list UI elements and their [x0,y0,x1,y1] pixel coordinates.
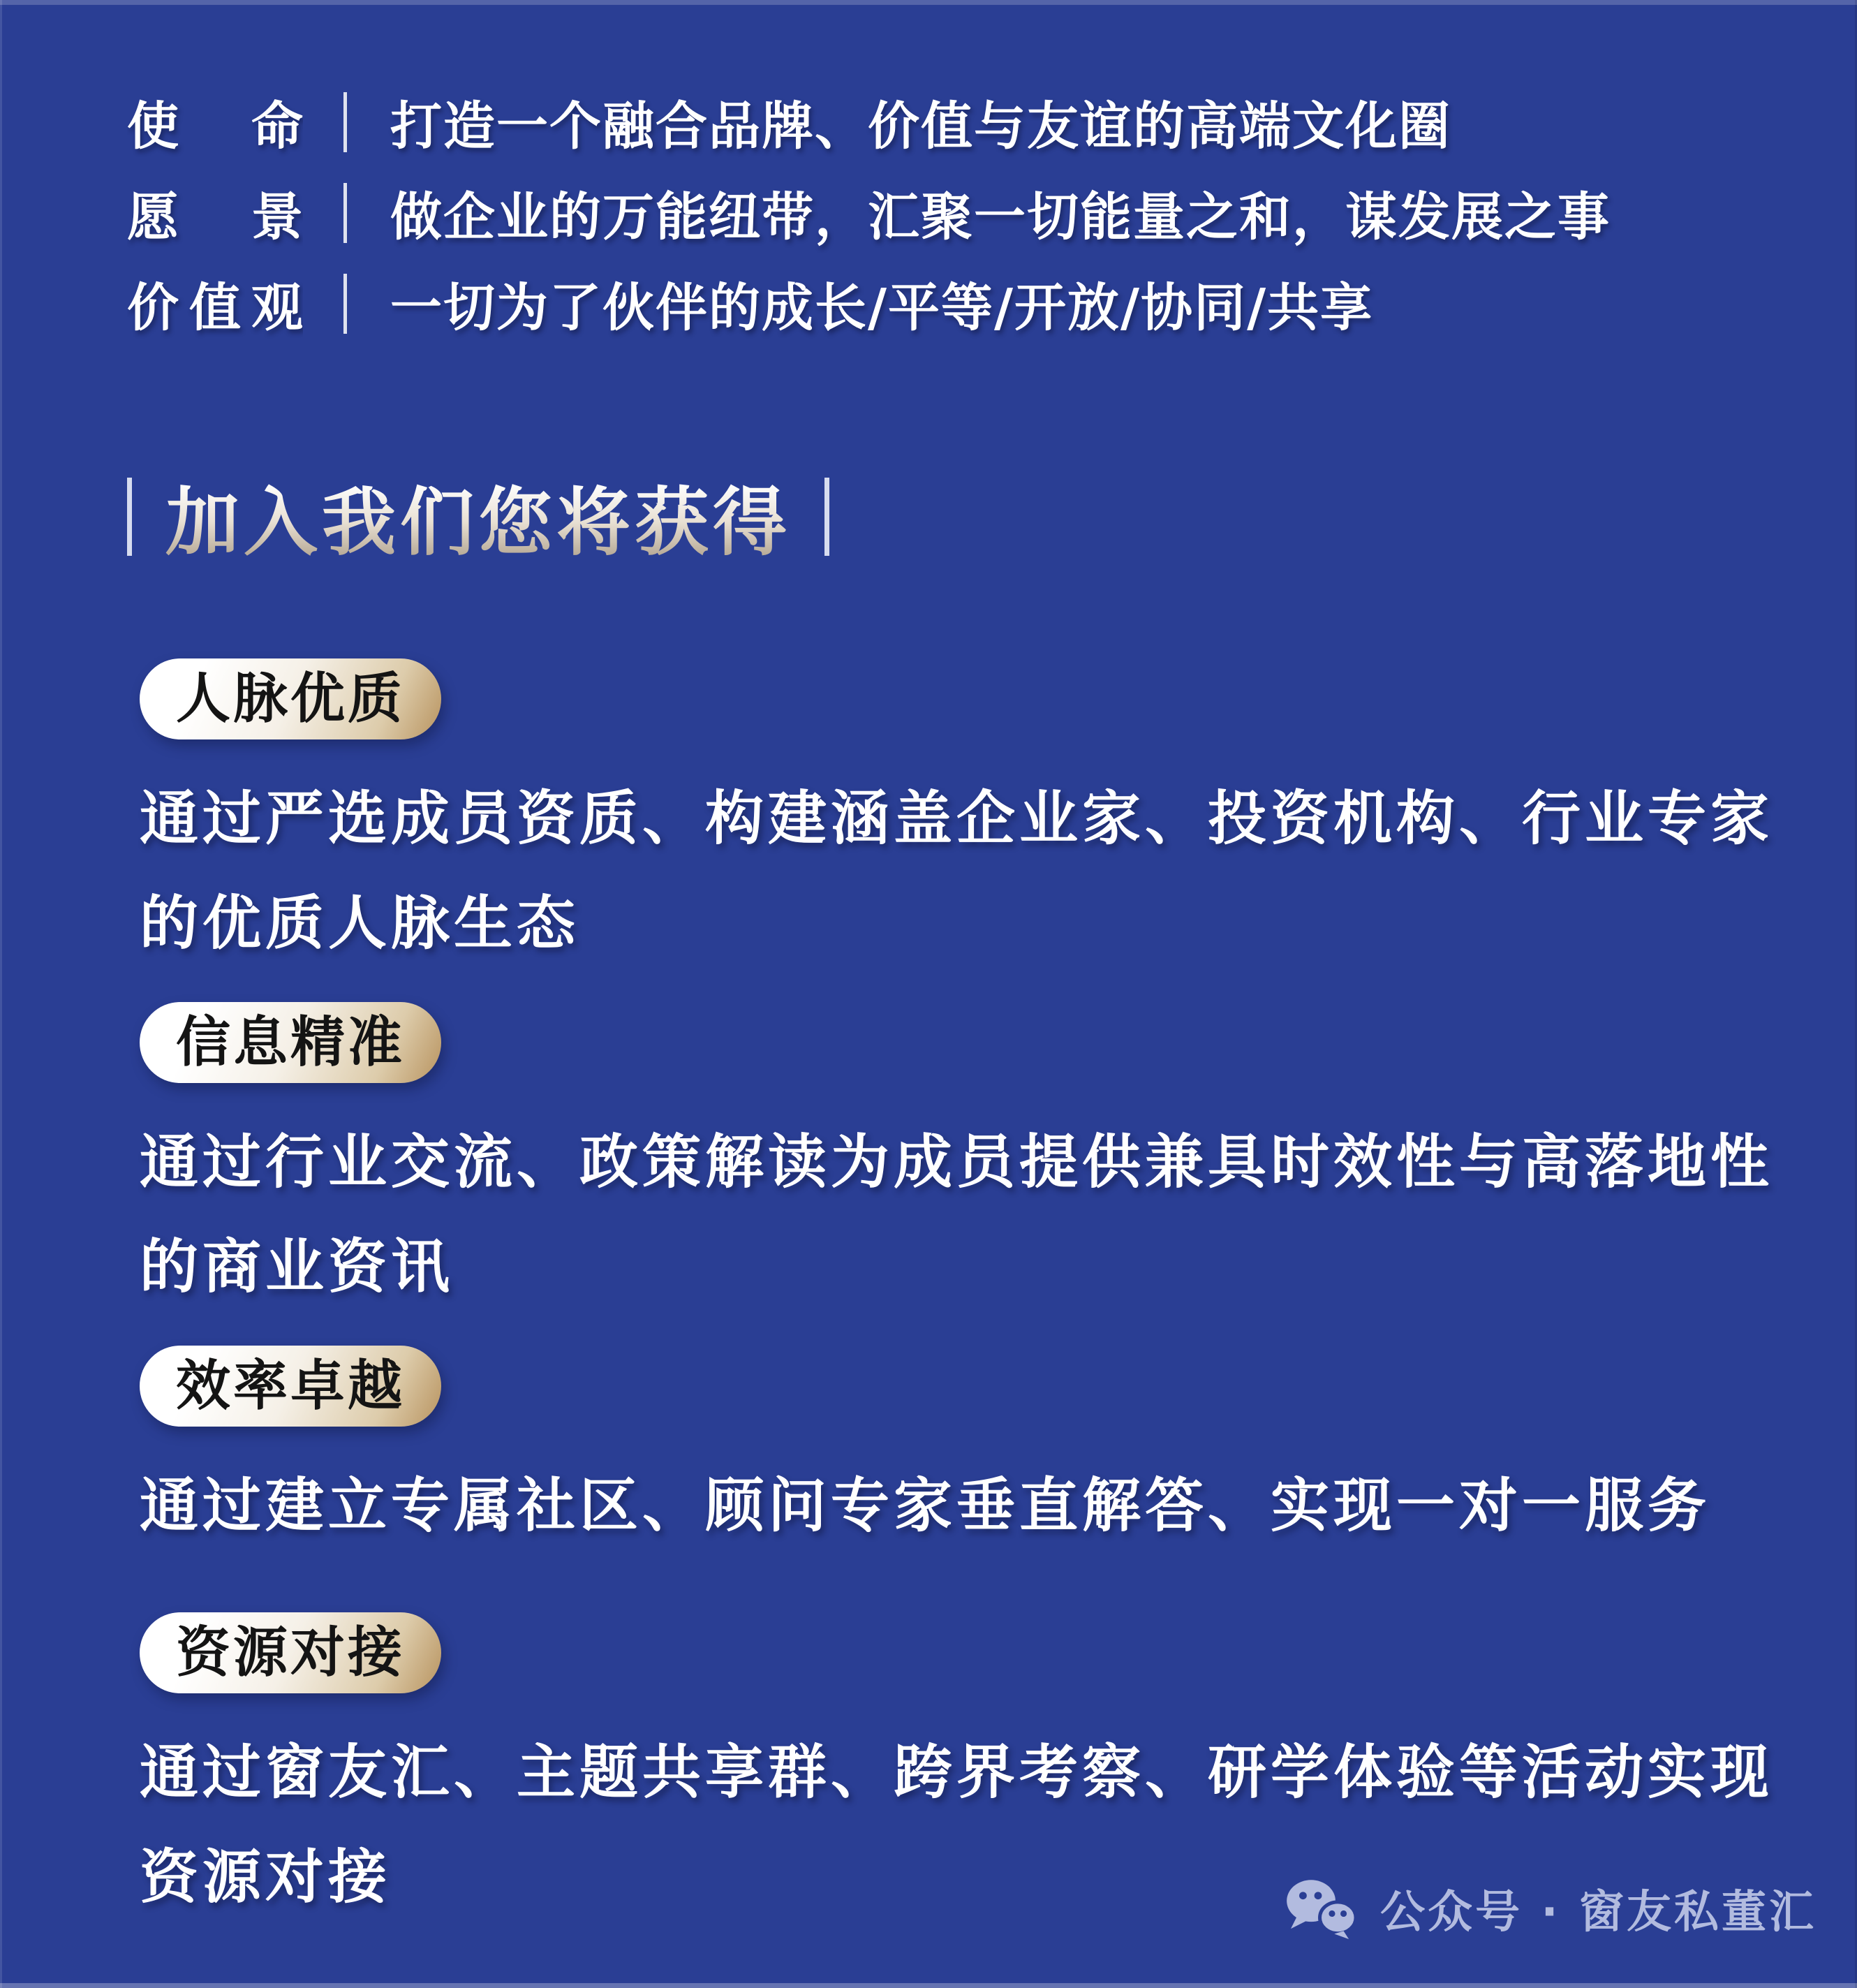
benefit-body-line: 通过建立专属社区、顾问专家垂直解答、实现一对一服务 [140,1471,1711,1540]
vision-label: 愿 景 [127,187,303,247]
join-us-heading [127,464,1857,570]
wechat-account-name: 公众号 · 窗友私董汇 [1380,1887,1817,1938]
wechat-logo-icon [1284,1876,1359,1941]
vision-text: 做企业的万能纽带，汇聚一切能量之和，谋发展之事 [390,187,1611,247]
benefit-badge: 人脉优质 [140,658,441,739]
benefit-badge: 资源对接 [140,1612,441,1693]
heading-title: 加入我们您将获得 [165,464,791,570]
vision-row [127,179,1857,247]
mission-vision-values-block [0,0,1857,338]
benefit-section-information [140,975,1774,1319]
benefits-list [140,570,1774,1929]
mission-label: 使 命 [127,96,303,156]
values-row [127,270,1857,338]
mission-text: 打造一个融合品牌、价值与友谊的高端文化圈 [390,96,1451,156]
vertical-divider [343,92,347,152]
values-label: 价值观 [127,278,303,338]
benefit-body [140,766,1774,975]
benefit-body-line: 资源对接 [140,1843,392,1911]
mission-row [127,88,1857,156]
benefit-body-line: 通过窗友汇、主题共享群、跨界考察、研学体验等活动实现 [140,1738,1774,1806]
benefit-badge: 效率卓越 [140,1346,441,1427]
benefit-body-line: 的商业资讯 [140,1232,454,1301]
vertical-divider [343,274,347,334]
vertical-divider [343,183,347,243]
wechat-account-footer [1284,1876,1817,1941]
benefit-body-line: 通过行业交流、政策解读为成员提供兼具时效性与高落地性 [140,1128,1774,1196]
bottom-edge-highlight [0,1983,1857,1988]
values-text: 一切为了伙伴的成长/平等/开放/协同/共享 [390,278,1374,338]
benefit-body [140,1110,1774,1319]
heading-left-bar [127,478,132,556]
benefit-body [140,1453,1738,1558]
heading-right-bar [824,478,829,556]
benefit-badge: 信息精准 [140,1002,441,1083]
benefit-section-resources [140,1558,1774,1929]
benefit-section-network [140,570,1774,975]
benefit-body-line: 通过严选成员资质、构建涵盖企业家、投资机构、行业专家 [140,784,1774,853]
benefit-body-line: 的优质人脉生态 [140,889,580,957]
benefit-section-efficiency [140,1319,1738,1558]
